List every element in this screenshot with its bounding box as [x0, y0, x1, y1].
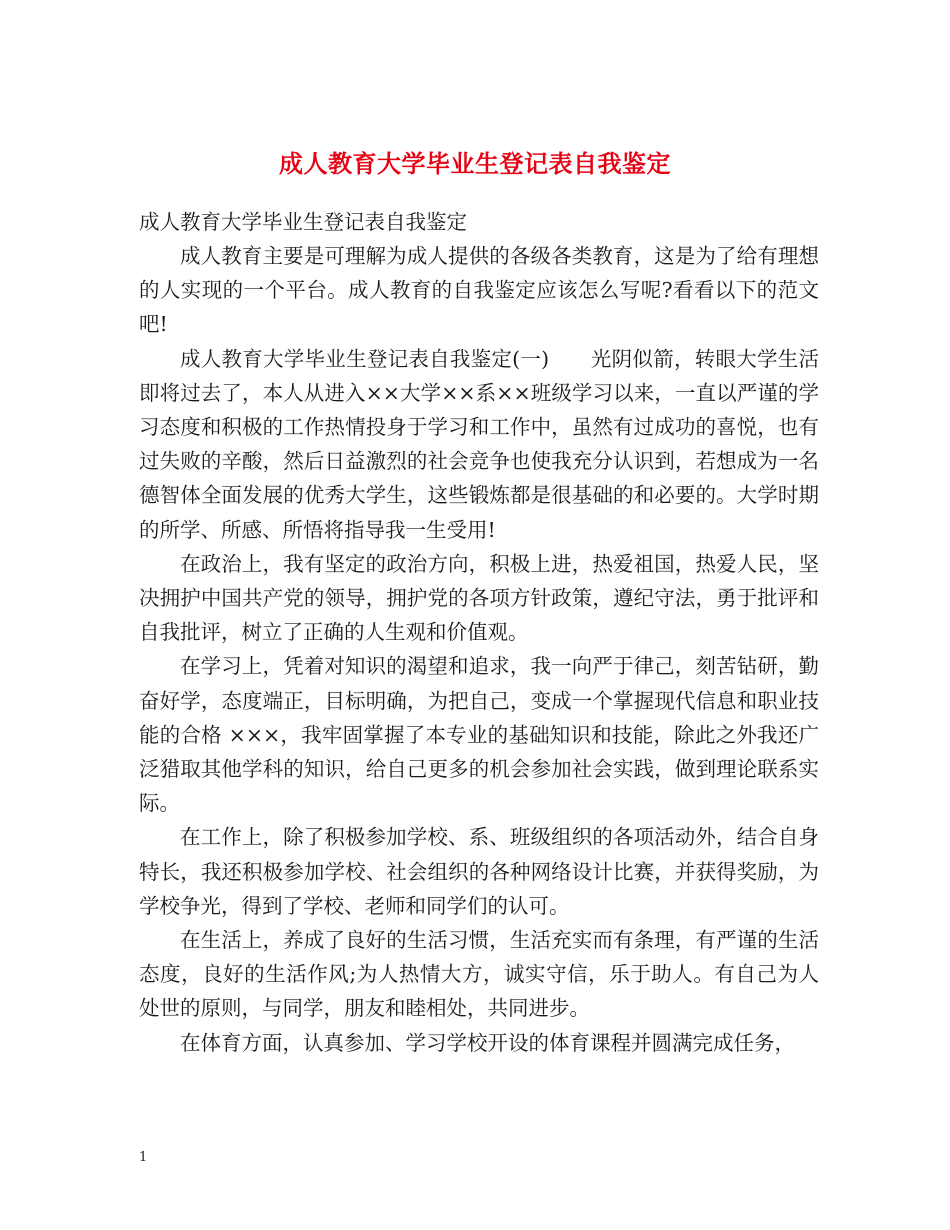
paragraph-sports: 在体育方面，认真参加、学习学校开设的体育课程并圆满完成任务，: [180, 1030, 795, 1055]
document-body: [139, 205, 819, 1060]
page-number: 1: [139, 1150, 148, 1165]
paragraph-life: 在生活上，养成了良好的生活习惯，生活充实而有条理，有严谨的生活态度，良好的生活作风;为人热情大方，诚实守信，乐于助人。有自己为人处世的原则，与同学，朋友和睦相处，共同进步。: [139, 928, 819, 1021]
document-title: 成人教育大学毕业生登记表自我鉴定: [279, 149, 671, 179]
paragraph-politics: 在政治上，我有坚定的政治方向，积极上进，热爱祖国，热爱人民，坚决拥护中国共产党的领导，拥护党的各项方针政策，遵纪守法，勇于批评和自我批评，树立了正确的人生观和价值观。: [139, 551, 819, 645]
paragraph-study: 在学习上，凭着对知识的渴望和追求，我一向严于律己，刻苦钻研，勤奋好学，态度端正，目标明确，为把自己，变成一个掌握现代信息和职业技能的合格 ×××，我牢固掌握了本专业的基础知识和技能，除此之外我还广泛猎取其他学科的知识，给自己更多的机会参加社会实践，做到理论联系实际。: [139, 654, 819, 816]
document-subtitle: 成人教育大学毕业生登记表自我鉴定: [139, 210, 467, 234]
paragraph-intro: 成人教育主要是可理解为成人提供的各级各类教育，这是为了给有理想的人实现的一个平台。成人教育的自我鉴定应该怎么写呢?看看以下的范文吧!: [139, 244, 819, 337]
paragraph-self-assessment-opening: 成人教育大学毕业生登记表自我鉴定(一) 光阴似箭，转眼大学生活即将过去了，本人从进入××大学××系××班级学习以来，一直以严谨的学习态度和积极的工作热情投身于学习和工作中，虽然有过成功的喜悦，也有过失败的辛酸，然后日益激烈的社会竞争也使我充分认识到，若想成为一名德智体全面发展的优秀大学生，这些锻炼都是很基础的和必要的。大学时期的所学、所感、所悟将指导我一生受用!: [139, 346, 819, 542]
paragraph-work: 在工作上，除了积极参加学校、系、班级组织的各项活动外，结合自身特长，我还积极参加学校、社会组织的各种网络设计比赛，并获得奖励，为学校争光，得到了学校、老师和同学们的认可。: [139, 825, 819, 918]
